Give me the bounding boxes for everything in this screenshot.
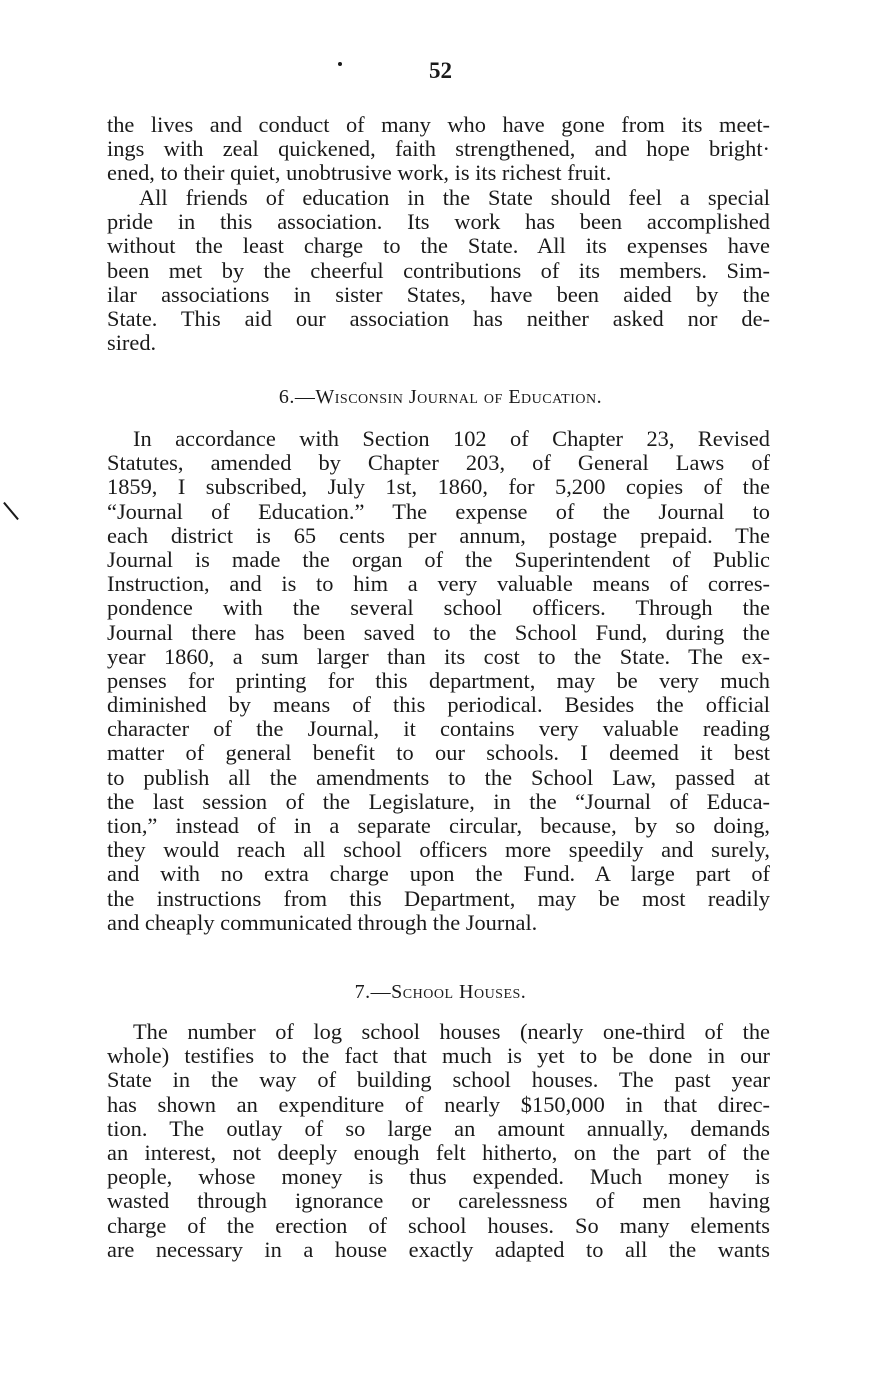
text-line: without the least charge to the State. All its expenses have (107, 234, 770, 259)
text-line: ened, to their quiet, unobtrusive work, is its richest fruit. (107, 161, 612, 186)
text-line: Instruction, and is to him a very valuable means of corres- (107, 572, 770, 597)
text-line: diminished by means of this periodical. Besides the official (107, 693, 770, 718)
text-line: and with no extra charge upon the Fund. A large part of (107, 862, 770, 887)
text-line: the last session of the Legislature, in the “Journal of Educa- (107, 789, 770, 814)
text-line: ings with zeal quickened, faith strengthened, and hope bright· (107, 137, 770, 162)
text-line: “Journal of Education.” The expense of the Journal to (107, 499, 770, 524)
text-line: 1859, I subscribed, July 1st, 1860, for 5,200 copies of the (107, 475, 770, 500)
text-line: each district is 65 cents per annum, postage prepaid. The (107, 523, 770, 548)
text-line: State. This aid our association has neither asked nor de- (107, 306, 770, 331)
paragraph-continuation (107, 113, 770, 186)
section-heading-school-houses (0, 981, 881, 1004)
text-line: charge of the erection of school houses. So many elements (107, 1213, 770, 1238)
text-line: Journal there has been saved to the School Fund, during the (107, 620, 770, 645)
text-line: whole) testifies to the fact that much is yet to be done in our (107, 1044, 770, 1069)
text-line: character of the Journal, it contains very valuable reading (107, 717, 770, 742)
text-line: penses for printing for this department, may be very much (107, 668, 770, 693)
text-line: they would reach all school officers more speedily and surely, (107, 838, 770, 863)
text-line: has shown an expenditure of nearly $150,000 in that direc- (107, 1092, 770, 1117)
text-line: tion,” instead of in a separate circular, because, by so doing, (107, 814, 770, 838)
margin-mark (3, 502, 19, 520)
text-line: wasted through ignorance or carelessness of men having (107, 1189, 770, 1214)
text-line: the instructions from this Department, may be most readily (107, 886, 770, 911)
text-line: sired. (107, 331, 157, 356)
paragraph-school-houses (107, 1020, 770, 1262)
text-line: people, whose money is thus expended. Much money is (107, 1165, 770, 1190)
text-line: matter of general benefit to our schools. I deemed it best (107, 741, 770, 766)
text-line: been met by the cheerful contributions of its members. Sim- (107, 258, 770, 283)
section-heading-journal (0, 386, 881, 409)
text-line: State in the way of building school houses. The past year (107, 1068, 770, 1093)
section-heading-text: 6.—Wisconsin Journal of Education. (278, 386, 603, 408)
text-line: year 1860, a sum larger than its cost to the State. The ex- (107, 644, 770, 669)
text-line: to publish all the amendments to the School Law, passed at (107, 765, 770, 790)
paragraph-journal (107, 427, 770, 935)
text-line: and cheaply communicated through the Journal. (107, 910, 538, 935)
text-line: are necessary in a house exactly adapted to all the wants (107, 1237, 770, 1262)
text-line: All friends of education in the State should feel a special (139, 186, 770, 210)
text-line: In accordance with Section 102 of Chapter 23, Revised (133, 427, 770, 451)
text-line: an interest, not deeply enough felt hitherto, on the part of the (107, 1140, 770, 1165)
text-line: ilar associations in sister States, have been aided by the (107, 282, 770, 307)
text-line: Journal is made the organ of the Superintendent of Public (107, 547, 770, 572)
text-line: Statutes, amended by Chapter 203, of General Laws of (107, 451, 770, 476)
paragraph-association (107, 186, 770, 355)
text-line: the lives and conduct of many who have gone from its meet- (107, 113, 770, 137)
text-line: The number of log school houses (nearly one-third of the (133, 1020, 770, 1044)
text-line: pondence with the several school officers. Through the (107, 596, 770, 621)
text-line: tion. The outlay of so large an amount annually, demands (107, 1116, 770, 1141)
text-line: pride in this association. Its work has been accomplished (107, 210, 770, 235)
section-heading-text: 7.—School Houses. (354, 981, 527, 1003)
page-number: 52 (429, 58, 452, 83)
